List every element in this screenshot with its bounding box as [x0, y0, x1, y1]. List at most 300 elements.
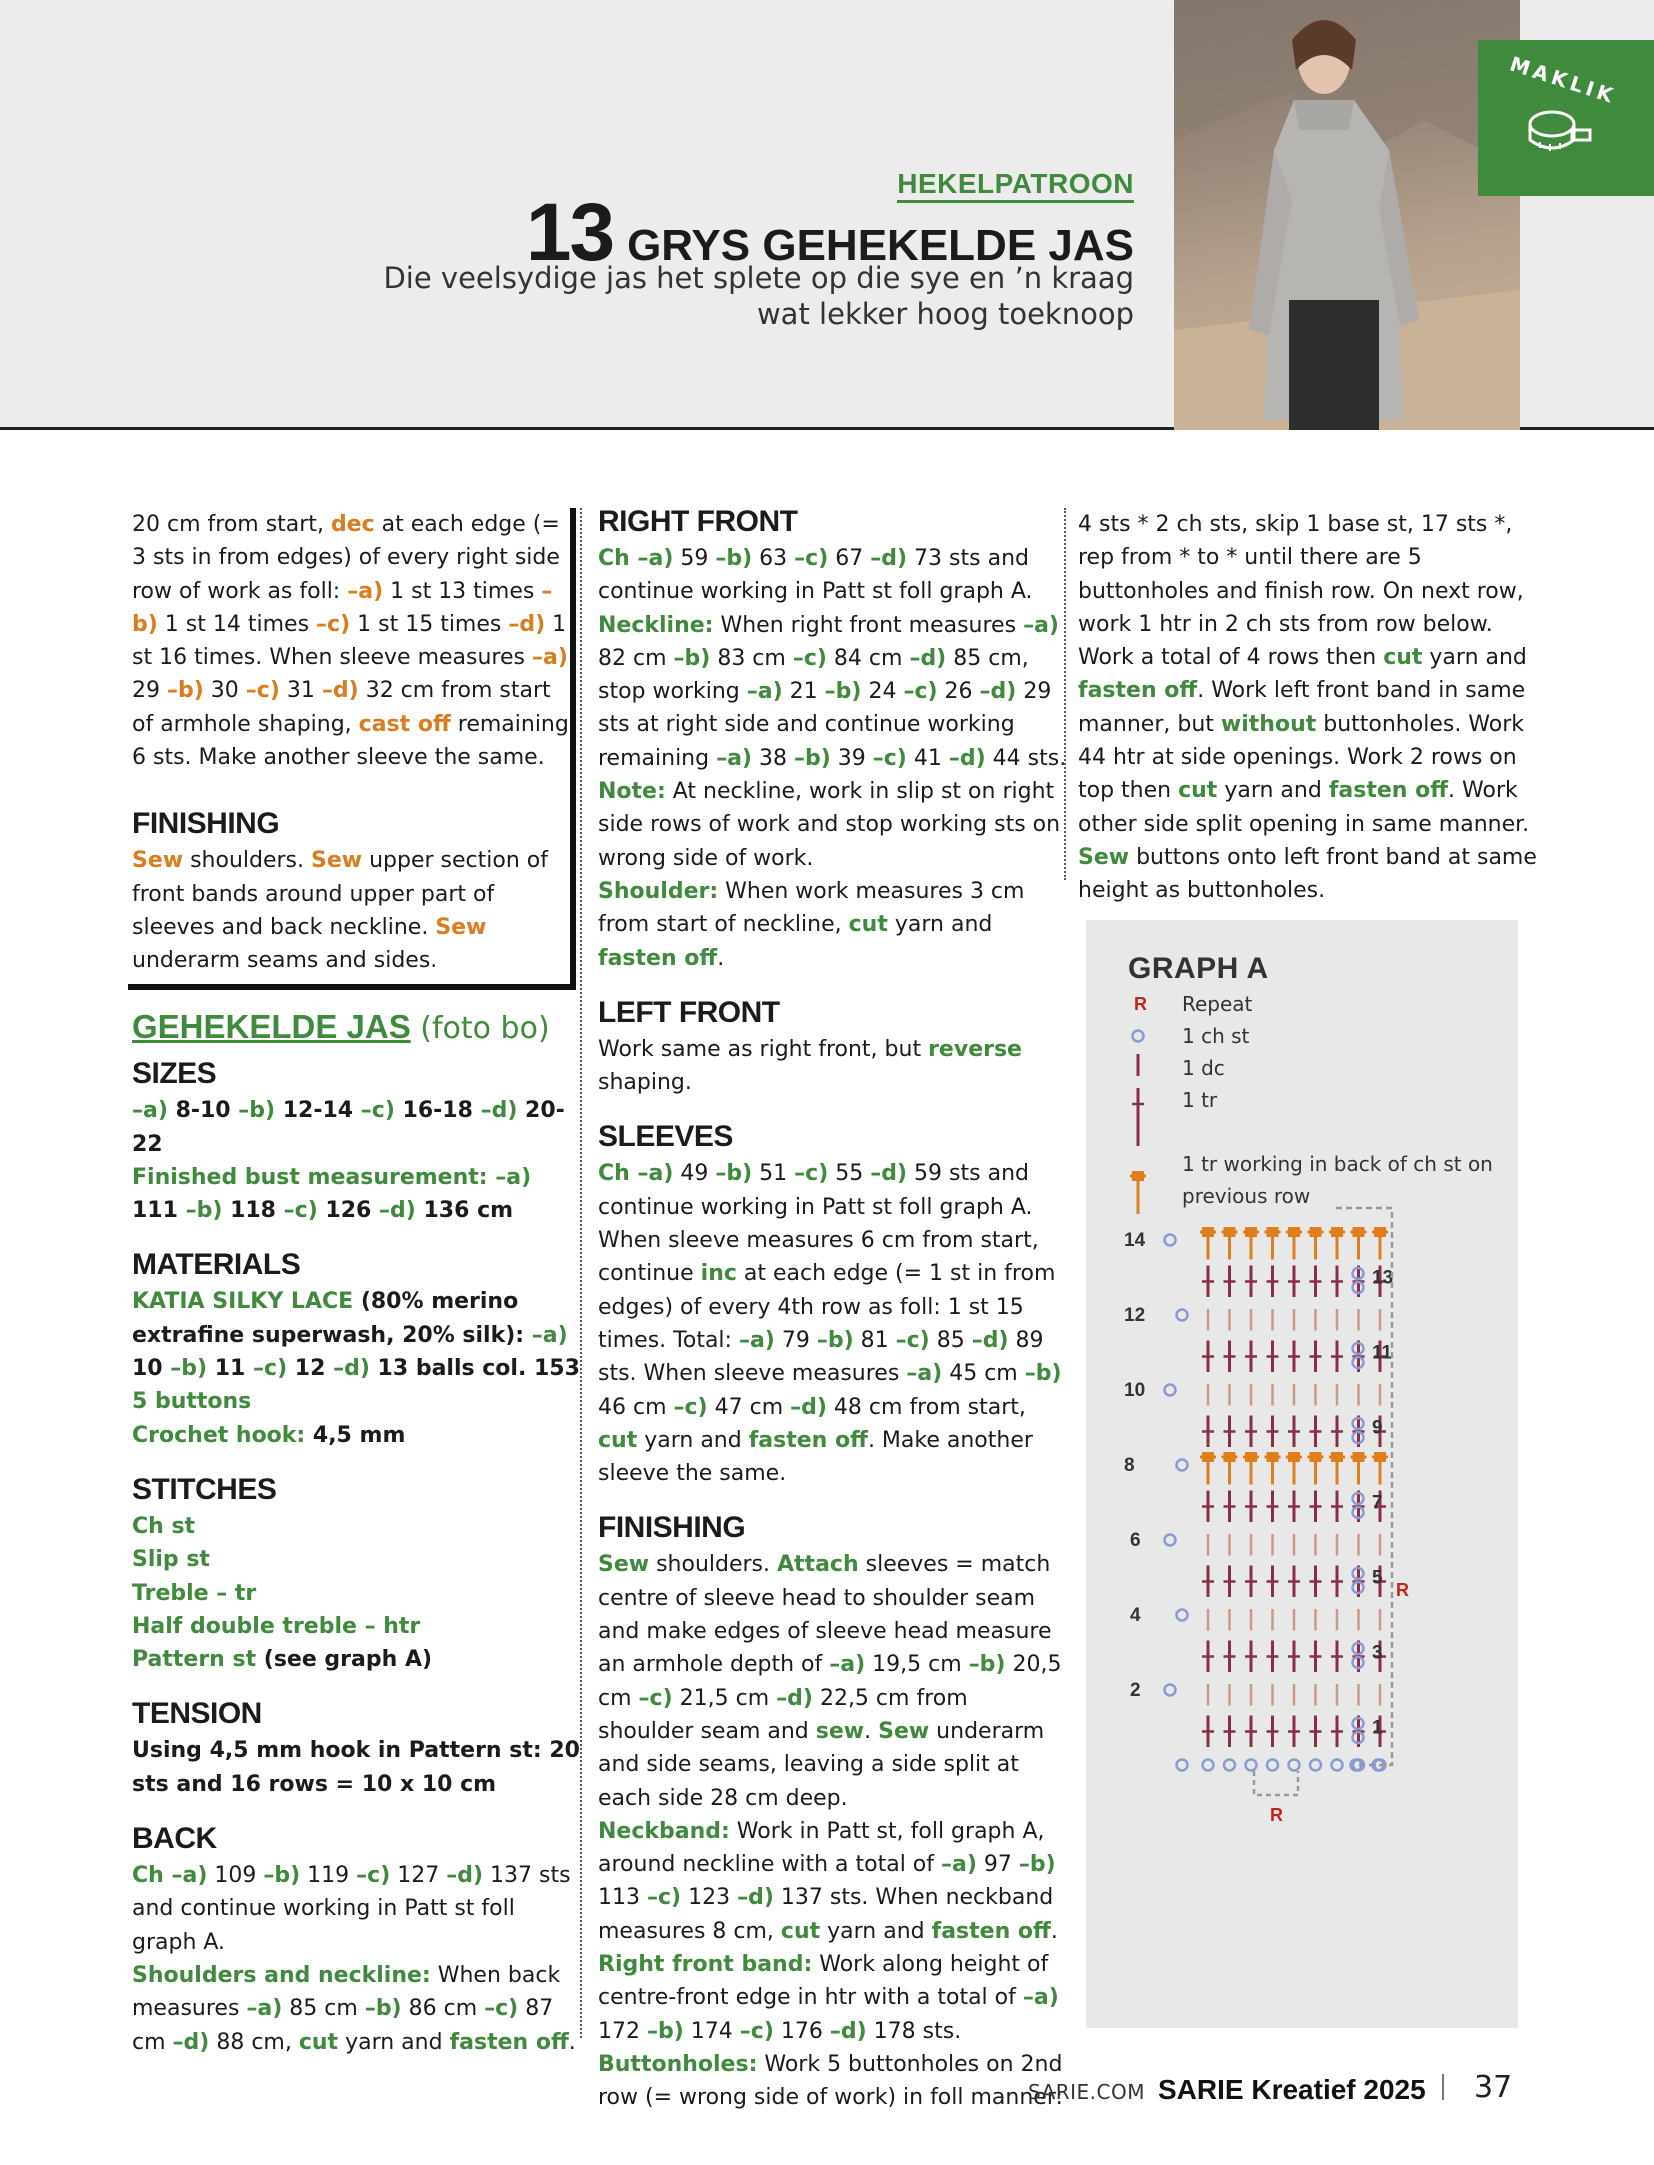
column-divider	[1064, 508, 1066, 880]
text-run: –d)	[909, 645, 947, 671]
text-run: Ch –a)	[132, 1863, 208, 1889]
text-run: 85	[929, 1327, 972, 1353]
text-run: –d)	[948, 745, 986, 771]
text-run: –c)	[253, 1356, 288, 1382]
text-run: 48 cm from start,	[826, 1394, 1026, 1420]
text-run: 59 sts and continue working in Patt st foll graph A. When sleeve measures 6 cm from start, continue	[598, 1161, 1039, 1287]
text-run: –d)	[508, 611, 546, 637]
text-run: 29 sts at right side and continue working remaining	[598, 679, 1052, 771]
chain-stitch	[1310, 1760, 1321, 1771]
title-text: GRYS GEHEKELDE JAS	[627, 221, 1134, 270]
text-run: –b)	[673, 645, 711, 671]
finishing-text	[132, 844, 572, 977]
text-run: 24	[861, 679, 904, 705]
chain-stitch	[1133, 1031, 1144, 1042]
text-run: –a)	[132, 1098, 168, 1124]
text-run: 20,5 cm	[598, 1652, 1062, 1711]
text-run: –a)	[1023, 612, 1059, 638]
footer-magazine: SARIE Kreatief 2025	[1158, 2074, 1426, 2105]
legend-tr: 1 tr	[1182, 1088, 1218, 1112]
text-run: 20-22	[132, 1098, 565, 1157]
chain-stitch	[1224, 1760, 1235, 1771]
text-run: –d)	[172, 2029, 210, 2055]
text-run: 89 sts. When sleeve measures	[598, 1327, 1044, 1387]
text-run: (80% merino extrafine superwash, 20% silk):	[132, 1289, 532, 1348]
text-run: 4 sts * 2 ch sts, skip 1 base st, 17 sts *, rep from * to * until there are 5 buttonholes and finish row. On next row, work 1 htr in 2 ch sts from row below. Work a total of 4 rows then	[1078, 512, 1524, 671]
text-run: 126	[317, 1198, 380, 1224]
text-run: fasten off	[931, 1918, 1051, 1944]
text-run: buttons onto left front band at same height as buttonholes.	[1078, 844, 1537, 904]
text-run: 5 buttons	[132, 1389, 252, 1415]
tension-heading: TENSION	[132, 1697, 262, 1731]
text-run: 113	[598, 1885, 647, 1911]
footer	[1028, 2070, 1628, 2110]
text-run: –a)	[246, 1996, 283, 2022]
text-run: –d)	[321, 678, 359, 704]
text-run: Sew	[878, 1718, 930, 1744]
column-2	[598, 502, 1068, 2114]
text-run: 39	[830, 745, 873, 771]
text-run: shaping.	[598, 1070, 692, 1096]
text-run: cut	[298, 2029, 339, 2055]
subtitle: Die veelsydige jas het splete op die sye en ’n kraag wat lekker hoog toeknoop	[383, 261, 1134, 331]
shoulder-text	[598, 875, 1068, 975]
text-run: 174	[683, 2018, 740, 2044]
row-number-right: 5	[1372, 1567, 1383, 1589]
text-run: –c)	[872, 745, 907, 771]
text-run: –b)	[816, 1327, 854, 1353]
text-run: 19,5 cm	[865, 1652, 969, 1678]
text-run: 21,5 cm	[672, 1685, 777, 1711]
legend-tr-back: 1 tr working in back of ch st on previous row	[1182, 1152, 1493, 1208]
text-run: cut	[780, 1918, 821, 1944]
finishing-heading-2: FINISHING	[598, 1511, 746, 1545]
text-run: 41	[906, 745, 949, 771]
text-run: Ch –a)	[598, 546, 674, 571]
text-run: 38	[751, 745, 794, 771]
text-run: –c)	[903, 679, 938, 705]
text-run: –b)	[1018, 1852, 1056, 1878]
text-run: –a)	[746, 679, 783, 705]
text-run: fasten off	[598, 945, 718, 971]
text-run: 127	[390, 1863, 447, 1889]
text-run: –d)	[829, 2018, 867, 2044]
back-text	[132, 1859, 582, 1959]
text-run: Sew	[132, 848, 184, 874]
chain-stitch	[1332, 1760, 1343, 1771]
row-number-right: 11	[1372, 1342, 1393, 1364]
text-run: Work along height of centre-front edge in htr with a total of	[598, 1951, 1049, 2011]
text-run: .	[717, 945, 725, 971]
text-run: Neckband:	[598, 1818, 730, 1844]
text-run: 137 sts and continue working in Patt st foll graph A.	[132, 1863, 571, 1955]
text-run: –b)	[364, 1996, 402, 2022]
row-number-left: 10	[1124, 1380, 1146, 1401]
text-run: buttonholes. Work 44 htr at side openings. Work 2 rows on top then	[1078, 711, 1525, 804]
right-front-heading: RIGHT FRONT	[598, 505, 798, 538]
model-photo	[1174, 0, 1520, 430]
column-1	[132, 508, 572, 978]
text-run: inc	[700, 1261, 737, 1287]
text-run: –c)	[360, 1098, 395, 1124]
text-run: 111	[132, 1198, 186, 1224]
sleeves-text	[598, 1157, 1068, 1490]
legend-chain: 1 ch st	[1182, 1024, 1250, 1048]
chain-stitch	[1165, 1385, 1176, 1396]
text-run: –b)	[263, 1863, 301, 1889]
text-run: 13 balls col. 153	[369, 1356, 580, 1382]
text-run: –c)	[283, 1198, 318, 1224]
text-run: –d)	[776, 1685, 813, 1711]
graph-title: GRAPH A	[1128, 952, 1269, 985]
text-run: –c)	[794, 1161, 829, 1187]
text-run: dec	[330, 512, 375, 537]
text-run: 86 cm	[401, 1996, 485, 2022]
category-label: HEKELPATROON	[897, 168, 1134, 203]
text-run: –d)	[870, 546, 908, 571]
row-number-left: 12	[1124, 1305, 1146, 1326]
text-run: 63	[752, 546, 795, 571]
chain-stitch	[1177, 1610, 1188, 1621]
text-run: 178 sts.	[866, 2018, 962, 2044]
text-run: reverse	[928, 1036, 1022, 1062]
text-run: (see graph A)	[256, 1647, 433, 1673]
text-run: Work 5 buttonholes on 2nd row (= wrong side of work) in foll manner:	[598, 2051, 1063, 2111]
text-run: When right front measures	[713, 612, 1024, 638]
text-run: –d)	[333, 1356, 370, 1382]
neckline-text	[598, 609, 1068, 775]
text-run: Half double treble – htr	[132, 1613, 421, 1639]
text-run: 21	[782, 679, 825, 705]
text-run: upper section of front bands around upper part of sleeves and back neckline.	[132, 848, 548, 940]
text-run: yarn and	[887, 912, 993, 938]
text-run: –a)	[829, 1652, 866, 1678]
text-run: –b)	[132, 578, 553, 637]
text-run: 30	[203, 678, 246, 704]
text-run: . Work other side split opening in same manner.	[1078, 778, 1530, 837]
text-run: –c)	[316, 611, 351, 637]
text-run: Buttonholes:	[598, 2051, 758, 2077]
crochet-chart	[1086, 920, 1518, 2028]
text-run: yarn and	[338, 2029, 450, 2055]
text-run: fasten off	[1078, 678, 1198, 704]
stitch-item	[132, 1643, 582, 1676]
text-run: .	[864, 1718, 879, 1744]
text-run: –b)	[1024, 1361, 1062, 1387]
text-run: –c)	[245, 678, 280, 704]
photo-ref: (foto bo)	[410, 1011, 550, 1046]
materials-buttons	[132, 1385, 582, 1418]
text-run: –d)	[379, 1198, 416, 1224]
text-run: 29	[132, 678, 167, 704]
text-run: –d)	[446, 1863, 484, 1889]
text-run: –b)	[715, 1161, 753, 1187]
text-run: –b)	[824, 679, 862, 705]
back-shoulders	[132, 1959, 582, 2059]
text-run: When work measures 3 cm from start of neckline,	[598, 878, 1025, 938]
text-run: 51	[752, 1161, 795, 1187]
text-run: yarn and	[1422, 645, 1527, 671]
text-run: 1 st 14 times	[157, 611, 317, 637]
row-number-right: 3	[1372, 1642, 1383, 1664]
row-number-left: 2	[1130, 1680, 1141, 1701]
text-run: 123	[681, 1885, 738, 1911]
text-run: Using 4,5 mm hook in Pattern st: 20 sts and 16 rows = 10 x 10 cm	[132, 1738, 580, 1797]
buttonholes-text	[598, 2048, 1068, 2115]
text-run: . Work left front band in same manner, but	[1078, 678, 1526, 737]
text-run: without	[1220, 711, 1317, 737]
text-run: .	[1050, 1918, 1058, 1944]
text-run: underarm and side seams, leaving a side split at each side 28 cm deep.	[598, 1718, 1045, 1811]
text-run: 4,5 mm	[305, 1422, 406, 1448]
text-run: –d)	[971, 1327, 1009, 1353]
text-run: 22,5 cm from shoulder seam and	[598, 1685, 968, 1744]
text-run: 119	[300, 1863, 357, 1889]
repeat-mark-right: R	[1396, 1580, 1409, 1600]
legend-repeat: Repeat	[1182, 992, 1253, 1016]
text-run: 87 cm	[132, 1996, 554, 2055]
text-run: 172	[598, 2018, 647, 2044]
text-run: –b)	[793, 745, 831, 771]
text-run: Sew	[311, 848, 363, 874]
text-run: 73 sts and continue working in Patt st foll graph A.	[598, 546, 1033, 605]
repeat-mark-bottom: R	[1270, 1805, 1283, 1825]
materials-yarn	[132, 1285, 582, 1385]
chain-stitch	[1165, 1235, 1176, 1246]
text-run: –c)	[673, 1394, 708, 1420]
finishing-heading: FINISHING	[132, 807, 280, 841]
text-run: Attach	[777, 1552, 859, 1578]
text-run: 16-18	[394, 1098, 481, 1124]
text-run: 83 cm	[710, 645, 793, 671]
text-run: yarn and	[1217, 778, 1329, 804]
row-number-left: 4	[1130, 1605, 1141, 1626]
text-run: cut	[1178, 778, 1218, 804]
text-run: –d)	[870, 1161, 908, 1187]
text-run: –c)	[356, 1863, 391, 1889]
text-run: 109	[207, 1863, 264, 1889]
text-run: Pattern st	[132, 1647, 257, 1673]
text-run: Work same as right front, but	[598, 1036, 929, 1062]
chain-stitch	[1165, 1685, 1176, 1696]
chain-stitch	[1177, 1460, 1188, 1471]
text-run: 84 cm	[826, 645, 910, 671]
text-run: –a)	[531, 1322, 568, 1348]
text-run: Work in Patt st, foll graph A, around neckline with a total of	[598, 1818, 1045, 1878]
text-run: 44 sts.	[985, 745, 1067, 771]
neckband-text	[598, 1815, 1068, 1948]
text-run: 45 cm	[942, 1361, 1025, 1387]
text-run: –b)	[185, 1198, 223, 1224]
row-number-left: 8	[1124, 1455, 1135, 1476]
chain-stitch	[1165, 1535, 1176, 1546]
text-run: 1 st 15 times	[350, 611, 509, 637]
tape-measure-icon	[1524, 106, 1594, 162]
stitches-heading: STITCHES	[132, 1472, 277, 1506]
materials-heading: MATERIALS	[132, 1248, 301, 1282]
text-run: 1 st 16 times. When sleeve measures	[132, 611, 567, 671]
stitch-item	[132, 1577, 582, 1610]
text-run: cut	[848, 912, 888, 938]
text-run: yarn and	[820, 1918, 932, 1944]
text-run: Right front band:	[598, 1951, 813, 1977]
text-run: –b)	[968, 1652, 1006, 1678]
text-run: –c)	[646, 1885, 682, 1911]
text-run: shoulders.	[649, 1552, 778, 1578]
text-run: 85 cm	[282, 1996, 365, 2022]
text-run: 137 sts. When neckband measures 8 cm,	[598, 1885, 1054, 1944]
left-front-heading: LEFT FRONT	[598, 995, 780, 1029]
text-run: . Make another sleeve the same.	[598, 1427, 1033, 1487]
row-number-right: 9	[1372, 1417, 1383, 1439]
text-run: Shoulders and neckline:	[132, 1962, 431, 1988]
text-run: –a)	[532, 645, 568, 671]
text-run: –a)	[716, 745, 752, 771]
sizes-text	[132, 1094, 582, 1161]
left-front-text	[598, 1033, 1068, 1100]
text-run: sew	[815, 1718, 865, 1744]
text-run: at each edge (= 1 st in from edges) of every 4th row as foll: 1 st 15 times. Total:	[598, 1261, 1056, 1353]
text-run: 20 cm from start,	[132, 512, 331, 537]
right-front-text	[598, 542, 1068, 609]
text-run: –a)	[906, 1361, 943, 1387]
text-run: –d)	[480, 1098, 518, 1124]
text-run: KATIA SILKY LACE	[132, 1289, 354, 1315]
text-run: Neckline:	[598, 612, 714, 638]
materials-hook	[132, 1419, 582, 1452]
text-run: –b)	[238, 1098, 276, 1124]
text-run: cut	[598, 1427, 638, 1453]
text-run: 31	[279, 678, 322, 704]
stitch-item	[132, 1543, 582, 1576]
text-run: 97	[976, 1852, 1019, 1878]
text-run: 10	[132, 1356, 171, 1382]
difficulty-badge	[1478, 40, 1654, 196]
text-run: sleeves = match centre of sleeve head to shoulder seam and make edges of sleeve head measure an armhole depth of	[598, 1552, 1052, 1678]
pattern-title: GEHEKELDE JAS	[132, 1008, 411, 1045]
text-run: –d)	[737, 1885, 774, 1911]
chain-stitch	[1289, 1760, 1300, 1771]
repeat-bracket	[1336, 1208, 1392, 1765]
chain-stitch	[1177, 1310, 1188, 1321]
text-run: 26	[937, 679, 980, 705]
footer-site: SARIE.COM	[1028, 2080, 1145, 2104]
sleeve-continuation	[132, 508, 572, 774]
text-run: 59	[673, 546, 716, 571]
sizes-heading: SIZES	[132, 1057, 217, 1091]
text-run: Ch st	[132, 1513, 196, 1539]
text-run: –b)	[170, 1356, 208, 1382]
column-3	[1078, 508, 1538, 908]
text-run: –b)	[715, 546, 753, 571]
header	[0, 0, 1654, 430]
back-heading: BACK	[132, 1822, 217, 1856]
text-run: 79	[774, 1327, 817, 1353]
text-run: –b)	[167, 678, 204, 704]
text-run: 81	[853, 1327, 896, 1353]
text-run: 88 cm,	[209, 2029, 299, 2055]
row-number-right: 7	[1372, 1492, 1383, 1514]
chain-stitch	[1246, 1760, 1257, 1771]
text-run: 118	[222, 1198, 284, 1224]
text-run: At neckline, work in slip st on right side rows of work and stop working sts on wrong side of work.	[598, 779, 1061, 871]
legend-dc: 1 dc	[1182, 1056, 1225, 1080]
sleeves-heading: SLEEVES	[598, 1120, 733, 1154]
text-run: cast off	[358, 711, 451, 737]
text-run: 176	[773, 2018, 830, 2044]
row-number-left: 6	[1130, 1530, 1141, 1551]
text-run: –d)	[979, 679, 1017, 705]
text-run: –c)	[794, 546, 829, 571]
text-run: –c)	[895, 1327, 930, 1353]
text-run: When back measures	[132, 1962, 561, 2022]
text-run: fasten off	[449, 2029, 569, 2055]
text-run: remaining 6 sts. Make another sleeve the same.	[132, 711, 569, 771]
text-run: Treble – tr	[132, 1580, 257, 1606]
buttonholes-continuation	[1078, 508, 1538, 908]
chain-stitch	[1203, 1760, 1214, 1771]
row-number-right: 1	[1372, 1717, 1383, 1739]
text-run: shoulders.	[183, 848, 312, 874]
repeat-bracket-bottom	[1254, 1771, 1298, 1795]
legend-repeat-symbol: R	[1134, 994, 1147, 1014]
text-run: fasten off	[1328, 778, 1449, 804]
right-front-band-text	[598, 1948, 1068, 2048]
text-run: Sew	[435, 914, 487, 940]
text-run: cut	[1383, 645, 1423, 671]
footer-divider	[1442, 2074, 1444, 2100]
row-number-right: 13	[1372, 1267, 1394, 1289]
badge-label: MAKLIK	[1506, 51, 1620, 109]
text-run: –b)	[646, 2018, 684, 2044]
text-run: –c)	[739, 2018, 774, 2044]
text-run: 8-10	[167, 1098, 239, 1124]
text-run: 47 cm	[707, 1394, 791, 1420]
text-run: 32 cm from start of armhole shaping,	[132, 678, 551, 737]
text-run: –c)	[792, 645, 827, 671]
row-number-left: 14	[1124, 1230, 1146, 1251]
text-run: yarn and	[637, 1427, 749, 1453]
gehekelde-jas-section	[132, 1010, 582, 2059]
page-number: 37	[1474, 2070, 1513, 2105]
text-run: Slip st	[132, 1547, 210, 1573]
graph-a	[1086, 920, 1518, 2028]
stitch-item	[132, 1510, 582, 1543]
chain-stitch	[1267, 1760, 1278, 1771]
text-run: –a)	[1022, 1985, 1059, 2011]
text-run: 11	[207, 1356, 254, 1382]
tension-text	[132, 1734, 582, 1801]
pattern-number: 13	[525, 187, 614, 278]
chain-stitch	[1177, 1760, 1188, 1771]
text-run: –a)	[941, 1852, 977, 1878]
note-text	[598, 775, 1068, 875]
text-run: –c)	[638, 1685, 673, 1711]
text-run: 85 cm, stop working	[598, 645, 1029, 705]
text-run: .	[568, 2029, 576, 2055]
text-run: 46 cm	[598, 1394, 674, 1420]
bust-text	[132, 1161, 582, 1228]
stitch-item	[132, 1610, 582, 1643]
text-run: Ch –a)	[598, 1161, 674, 1187]
text-run: Crochet hook:	[132, 1422, 306, 1448]
text-run: 12	[287, 1356, 334, 1382]
text-run: 49	[673, 1161, 716, 1187]
text-run: –a)	[347, 578, 384, 604]
text-run: at each edge (= 3 sts in from edges) of every right side row of work as foll:	[132, 512, 560, 604]
column-divider	[580, 508, 582, 2038]
text-run: Shoulder:	[598, 878, 719, 904]
